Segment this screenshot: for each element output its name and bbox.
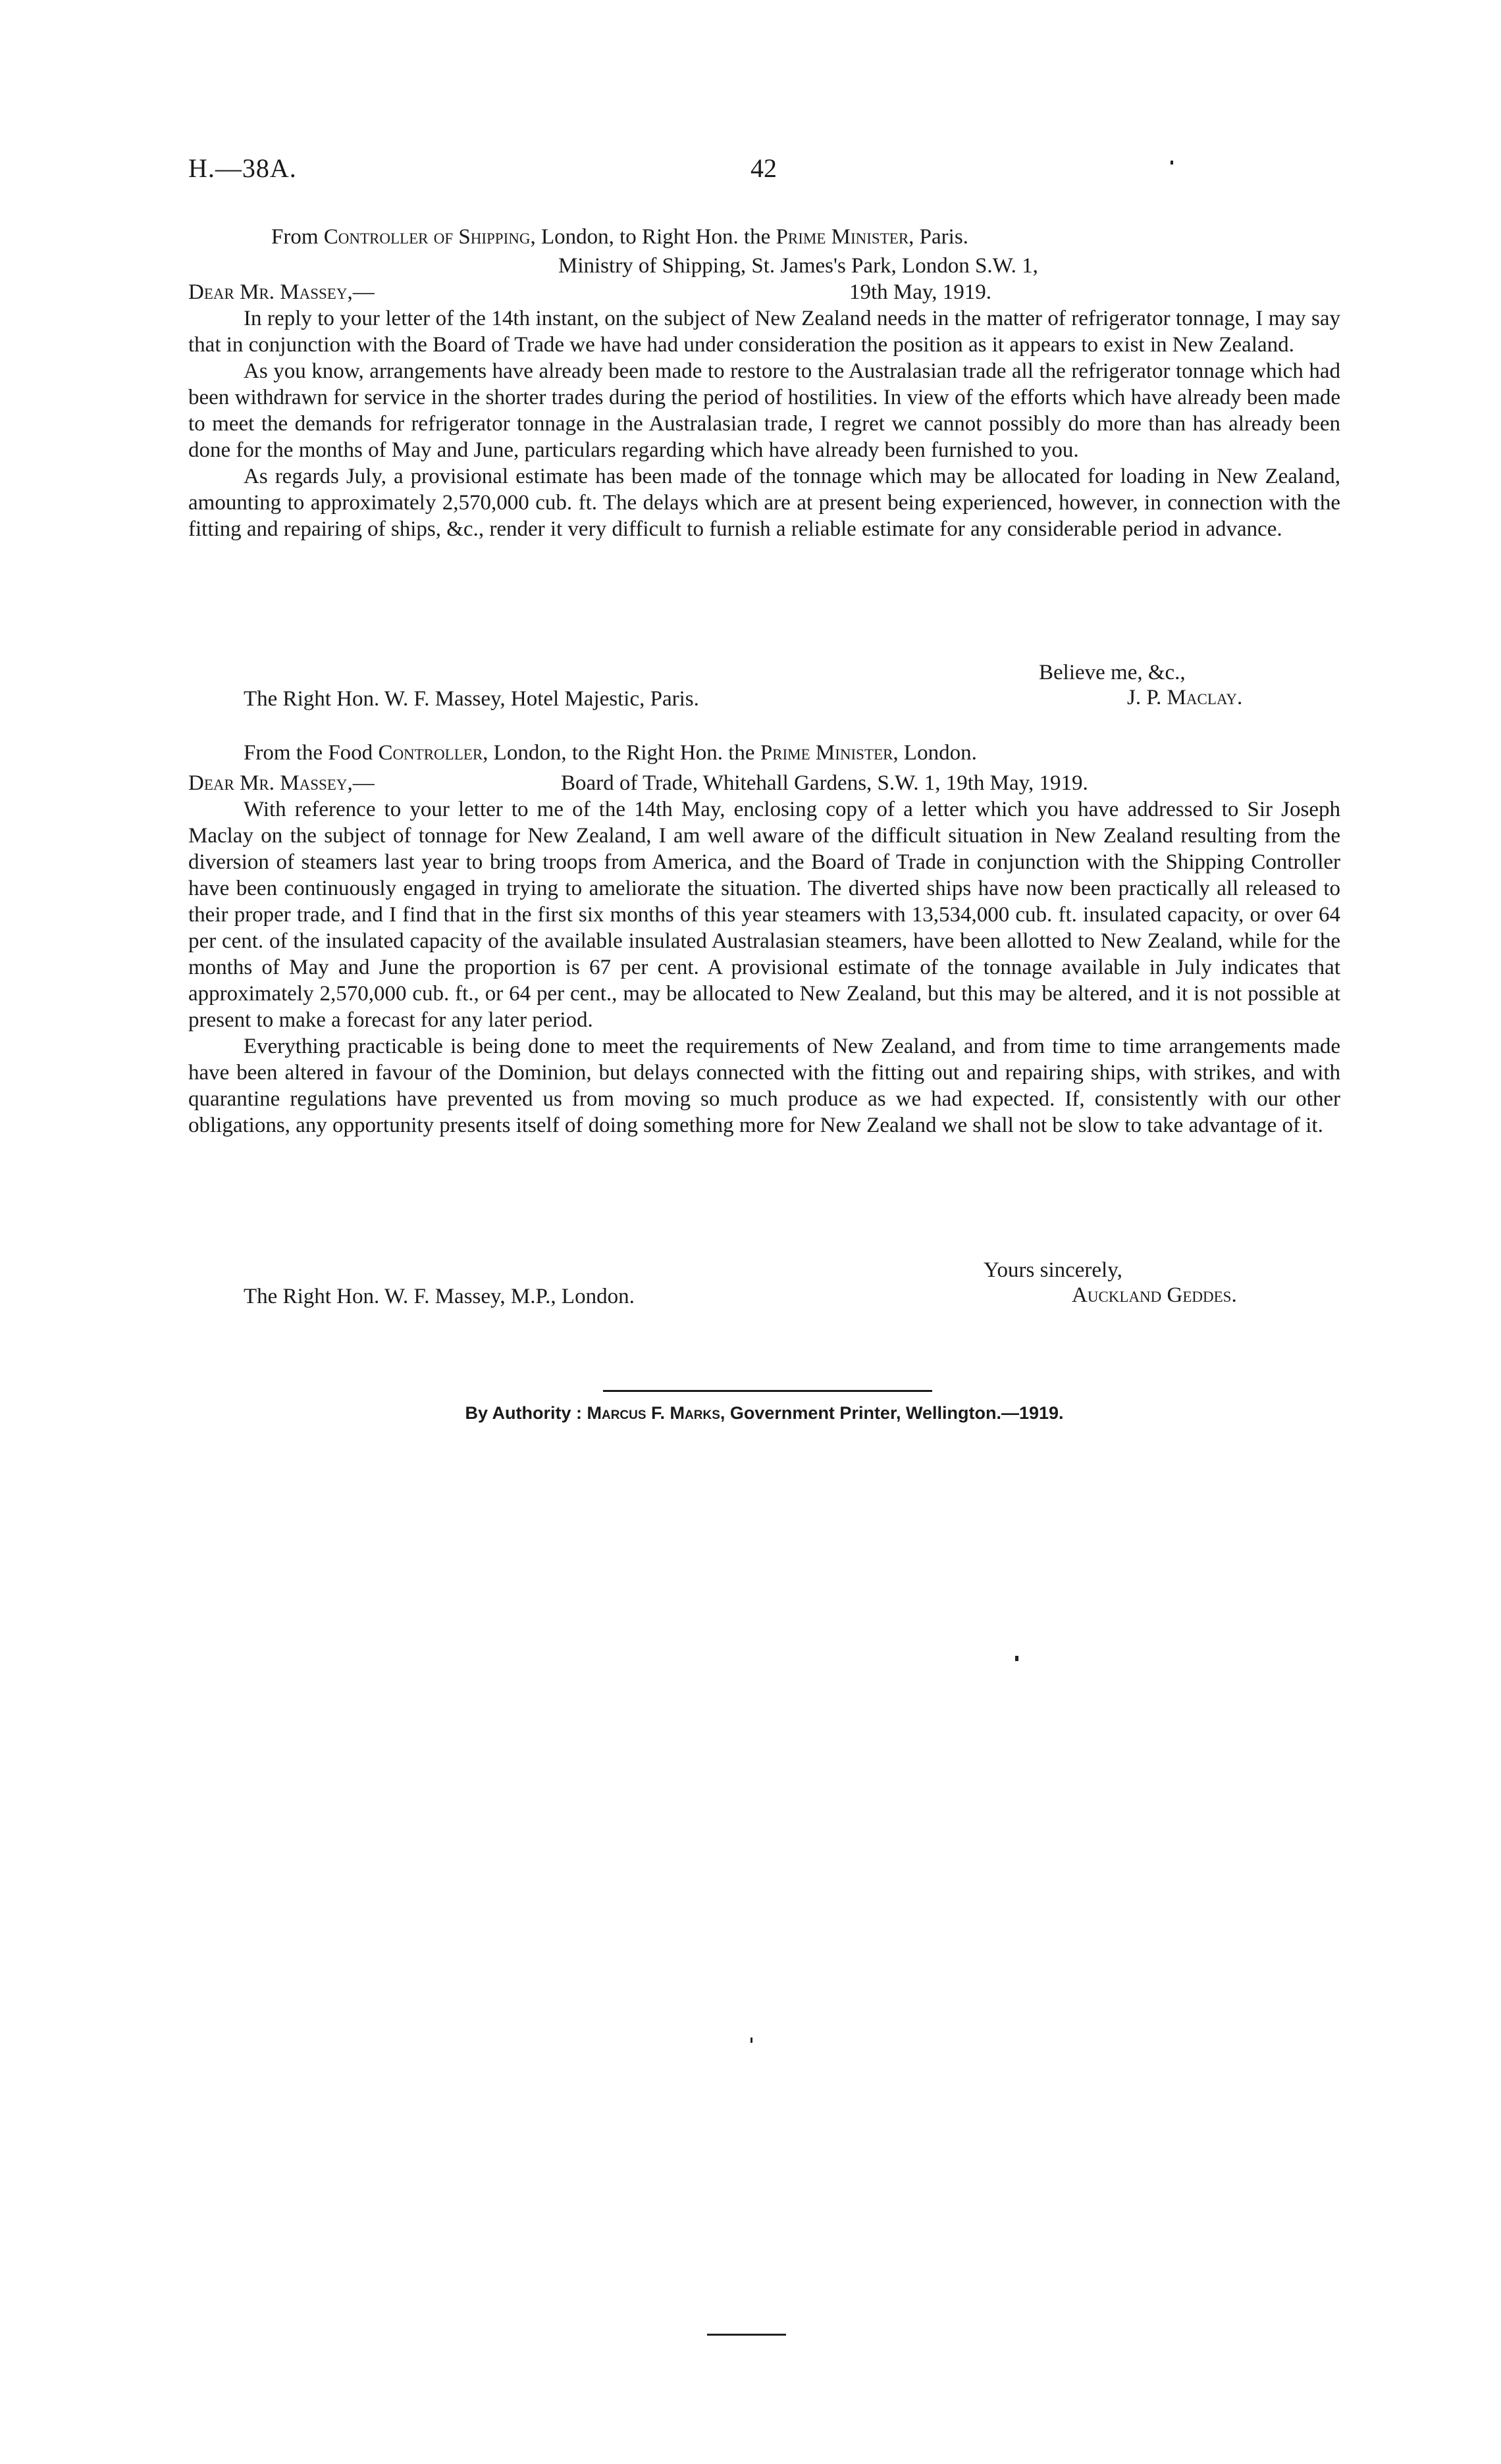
- printer-imprint: By Authority : Marcus F. Marks, Government Printer, Wellington.—1919.: [465, 1403, 1064, 1423]
- scan-speck: [707, 2334, 786, 2336]
- letter1-date: 19th May, 1919.: [849, 280, 992, 304]
- letter2-addressee: The Right Hon. W. F. Massey, M.P., London.: [244, 1285, 635, 1308]
- letter2-paragraph: Everything practicable is being done to meet the requirements of New Zealand, and from time to time arrangements made have been altered in favour of the Dominion, but delays connected with the fitting out and repairing ships, with strikes, and with quarantine regulations have prevented us from moving so much produce as we had expected. If, consistently with our other obligations, any opportunity presents itself of doing something more for New Zealand we shall not be slow to take advantage of it.: [188, 1035, 1340, 1137]
- letter2-salutation: Dear Mr. Massey,—: [188, 771, 375, 795]
- letter1-salutation: Dear Mr. Massey,—: [188, 280, 375, 304]
- letter1-addressee: The Right Hon. W. F. Massey, Hotel Majestic, Paris.: [244, 687, 699, 711]
- letter1-paragraph: As you know, arrangements have already been made to restore to the Australasian trade all the refrigerator tonnage which had been withdrawn for service in the shorter trades during the period of hostilities. In view of the efforts which have already been made to meet the demands for refrigerator tonnage in the Australasian trade, I regret we cannot possibly do more than has already been done for the months of May and June, particulars regarding which have already been furnished to you.: [188, 359, 1340, 462]
- letter1-body: [188, 305, 1340, 542]
- letter1-heading: From Controller of Shipping, London, to Right Hon. the Prime Minister, Paris.: [271, 225, 968, 249]
- letter1-paragraph: As regards July, a provisional estimate has been made of the tonnage which may be allocated for loading in New Zealand, amounting to approximately 2,570,000 cub. ft. The delays which are at present being experienced, however, in connection with the fitting and repairing of ships, &c., render it very difficult to furnish a reliable estimate for any considerable period in advance.: [188, 465, 1340, 541]
- letter1-address: Ministry of Shipping, St. James's Park, London S.W. 1,: [558, 254, 1038, 278]
- page-number: 42: [750, 153, 777, 183]
- letter2-address-date: Board of Trade, Whitehall Gardens, S.W. 1, 19th May, 1919.: [561, 771, 1088, 795]
- letter2-heading: From the Food Controller, London, to the Right Hon. the Prime Minister, London.: [244, 741, 977, 765]
- letter1-signature: J. P. Maclay.: [1127, 686, 1243, 709]
- letter2-signature: Auckland Geddes.: [1072, 1283, 1237, 1307]
- scan-speck: [1015, 1656, 1018, 1661]
- letter2-paragraph: With reference to your letter to me of the 14th May, enclosing copy of a letter which you have addressed to Sir Joseph Maclay on the subject of tonnage for New Zealand, I am well aware of the difficult situation in New Zealand resulting from the diversion of steamers last year to bring troops from America, and the Board of Trade in conjunction with the Shipping Controller have been continuously engaged in trying to ameliorate the situation. The diverted ships have now been practically all released to their proper trade, and I find that in the first six months of this year steamers with 13,534,000 cub. ft. insulated capacity, or over 64 per cent. of the insulated capacity of the available insulated Australasian steamers, have been allotted to New Zealand, while for the months of May and June the proportion is 67 per cent. A provisional estimate of the tonnage available in July indicates that approximately 2,570,000 cub. ft., or 64 per cent., may be allocated to New Zealand, but this may be altered, and it is not possible at present to make a forecast for any later period.: [188, 798, 1340, 1032]
- scan-speck: [1171, 161, 1173, 165]
- footer-rule: [603, 1390, 932, 1392]
- document-reference: H.—38A.: [188, 153, 297, 183]
- letter2-closing: Yours sincerely,: [984, 1258, 1122, 1282]
- letter2-body: [188, 796, 1340, 1139]
- letter1-closing: Believe me, &c.,: [1039, 661, 1186, 684]
- scan-speck: [750, 2038, 752, 2043]
- letter1-paragraph: In reply to your letter of the 14th instant, on the subject of New Zealand needs in the matter of refrigerator tonnage, I may say that in conjunction with the Board of Trade we have had under consideration the position as it appears to exist in New Zealand.: [188, 307, 1340, 357]
